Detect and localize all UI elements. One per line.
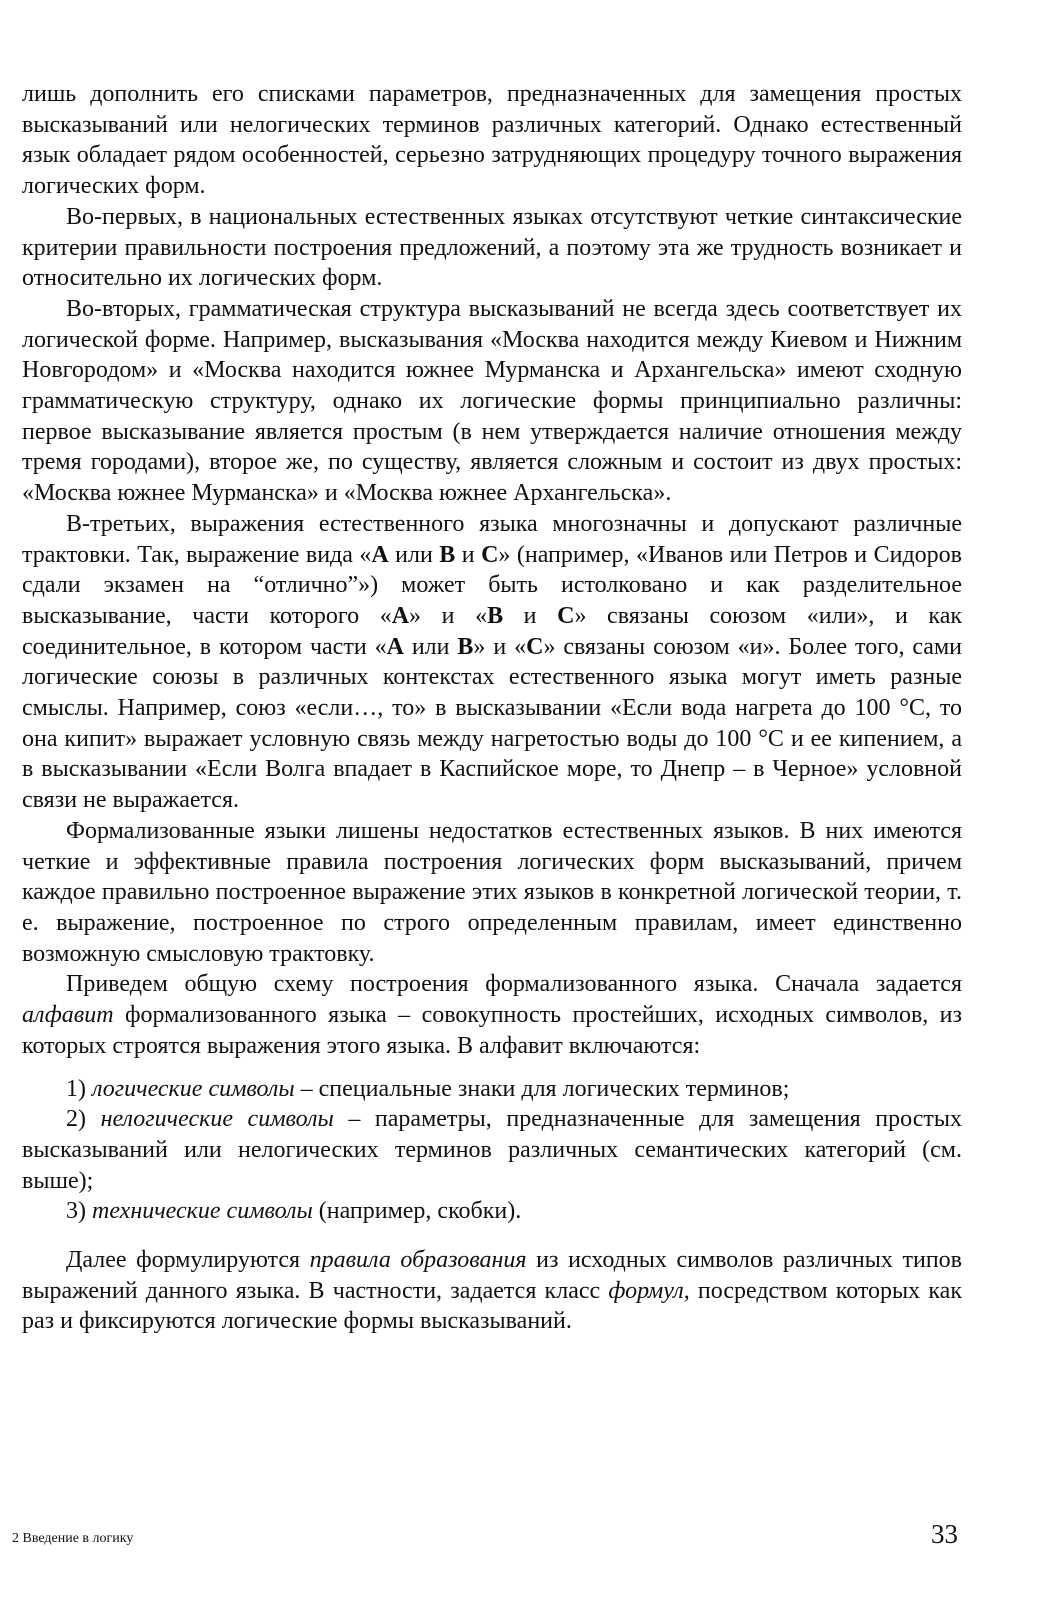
text-run: , посредством которых как раз и фиксируются логические формы высказываний. — [22, 1277, 962, 1335]
list-term: технические символы — [92, 1198, 313, 1225]
text-run: » связаны союзом «или», и как соединительное, в котором части « — [22, 602, 963, 660]
signature-mark: 2 Введение в логику — [12, 1531, 134, 1546]
text-run: » (например, «Иванов или Петров и Сидоров сдали экзамен на “отлично”») может быть истолковано и как разделительное высказывание, части которого « — [22, 541, 962, 629]
paragraph-3: Во-вторых, грамматическая структура высказываний не всегда здесь соответствует их логической форме. Например, высказывания «Москва находится между Киевом и Нижним Новгородом» и «Москва находится южнее Мурманска и Архангельска» имеют сходную грамматическую структуру, однако их логические формы принципиально различны: первое высказывание является простым (в нем утверждается наличие отношения между тремя городами), второе же, по существу, является сложным и состоит из двух простых: «Москва южнее Мурманска» и «Москва южнее Архангельска». — [22, 295, 962, 507]
symbol-a: А — [391, 602, 410, 629]
list-number: 3) — [66, 1198, 92, 1225]
paragraph-4 — [22, 509, 962, 816]
symbol-a: А — [371, 541, 389, 568]
text-run: формализованного языка – совокупность простейших, исходных символов, из которых строятся выражения этого языка. В алфавит включаются: — [22, 1002, 962, 1059]
symbol-c: С — [526, 633, 544, 660]
text-run: или — [403, 633, 458, 660]
paragraph-5: Формализованные языки лишены недостатков естественных языков. В них имеются четкие и эффективные правила построения логических форм высказываний, причем каждое правильно построенное выражение этих языков в конкретной логической теории, т. е. выражение, построенное по строго определенным правилам, имеет единственно возможную смысловую трактовку. — [22, 817, 962, 967]
text-run: » и « — [409, 602, 488, 629]
text-run: и — [455, 541, 482, 568]
list-term: нелогические символы — [100, 1106, 334, 1133]
list-number: 1) — [66, 1075, 92, 1102]
paragraph-2: Во-первых, в национальных естественных языках отсутствуют четкие синтаксические критерии правильности построения предложений, а поэтому эта же трудность возникает и относительно их логических форм. — [22, 203, 962, 292]
text-run: Далее формулируются — [66, 1247, 310, 1274]
text-run: » и « — [473, 633, 527, 660]
symbol-b: В — [439, 541, 456, 568]
symbol-c: С — [557, 602, 575, 629]
list-item — [22, 1074, 962, 1105]
list-text: – параметры, предназначенные для замещения простых высказываний или нелогических терминов различных семантических категорий (см. выше); — [22, 1106, 962, 1194]
paragraph-7 — [22, 1245, 962, 1337]
term-formulas: формул — [608, 1277, 684, 1304]
paragraph-1: лишь дополнить его списками параметров, предназначенных для замещения простых высказываний или нелогических терминов различных категорий. Однако естественный язык обладает рядом особенностей, серьезно затрудняющих процедуру точного выражения логических форм. — [22, 81, 962, 200]
term-formation-rules: правила образования — [309, 1247, 527, 1274]
text-run: В-третьих, выражения естественного языка многозначны и допускают различные трактовки. Так, выражение вида « — [22, 510, 962, 568]
text-run: и — [503, 602, 558, 629]
list-item — [22, 1196, 962, 1227]
text-run: » связаны союзом «и». Более того, сами логические союзы в различных контекстах естественного языка могут иметь разные смыслы. Например, союз «если…, то» в высказывании «Если вода нагрета до 100 °С, то она кипит» выражает условную связь между нагретостью воды до 100 °С и ее кипением, а в высказывании «Если Волга впадает в Каспийское море, то Днепр – в Черное» условной связи не выражается. — [22, 633, 962, 814]
list-text: (например, скобки). — [312, 1198, 522, 1225]
alphabet-list — [22, 1074, 962, 1228]
symbol-b: В — [457, 633, 474, 660]
list-item — [22, 1104, 962, 1196]
page-number: 33 — [931, 1519, 958, 1549]
page-body — [22, 79, 962, 1337]
text-run: Приведем общую схему построения формализованного языка. Сначала задается — [66, 971, 962, 998]
symbol-a: А — [386, 633, 404, 660]
term-alphabet: алфавит — [22, 1002, 114, 1029]
text-run: из исходных символов различных типов выражений данного языка. В частности, задается класс — [22, 1247, 962, 1304]
list-text: – специальные знаки для логических терминов; — [294, 1075, 790, 1102]
list-number: 2) — [66, 1106, 101, 1133]
symbol-c: С — [481, 541, 499, 568]
paragraph-6 — [22, 969, 962, 1061]
list-term: логические символы — [92, 1075, 295, 1102]
symbol-b: В — [487, 602, 504, 629]
text-run: или — [388, 541, 440, 568]
